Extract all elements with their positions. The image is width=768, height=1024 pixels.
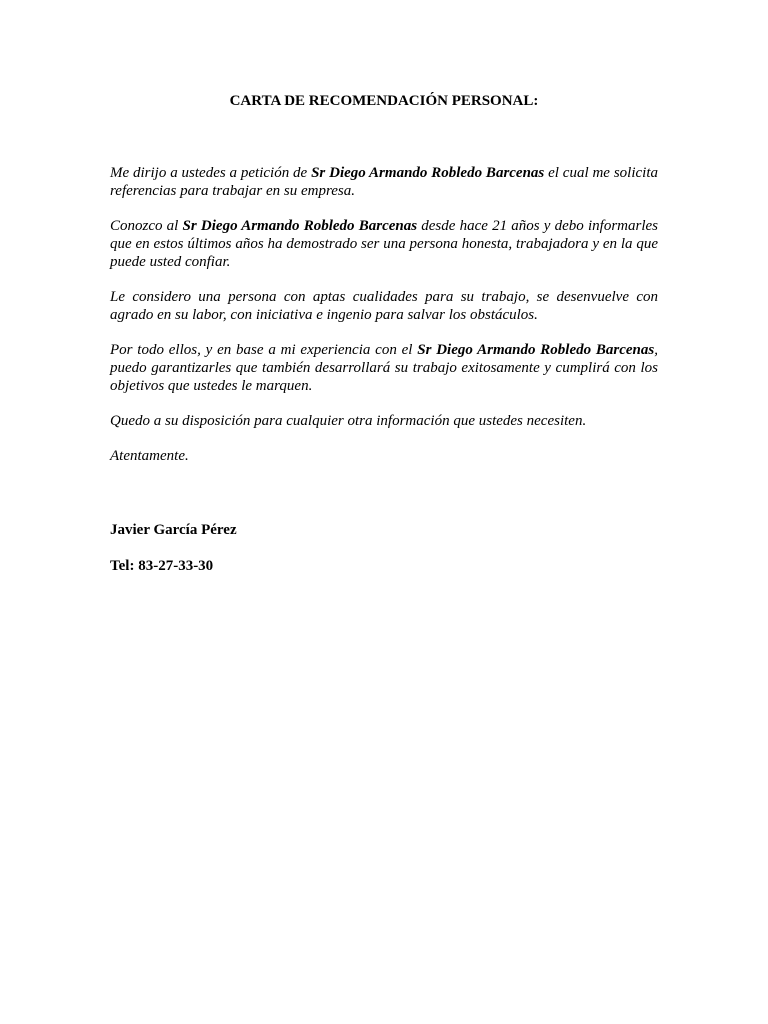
paragraph-acquaintance-after: desde hace 21 años y debo informarles que en estos últimos años ha demostrado ser una persona honesta, trabajadora y en la que puede usted confiar. [110, 218, 658, 270]
closing-salutation: Atentamente. [110, 448, 189, 464]
paragraph-availability: Quedo a su disposición para cualquier otra información que ustedes necesiten. [110, 413, 587, 429]
letter-title: CARTA DE RECOMENDACIÓN PERSONAL: [229, 93, 539, 109]
paragraph-guarantee [110, 341, 658, 395]
paragraph-request-before: Me dirijo a ustedes a petición de [110, 165, 312, 181]
person-name: Sr Diego Armando Robledo Barcenas [417, 342, 655, 358]
paragraph-request [110, 164, 658, 200]
paragraph-guarantee-after: , puedo garantizarles que también desarrollará su trabajo exitosamente y cumplirá con los objetivos que ustedes le marquen. [110, 342, 658, 394]
letter-body [110, 164, 658, 465]
paragraph-acquaintance [110, 217, 658, 271]
signer-name: Javier García Pérez [110, 522, 237, 538]
signer-phone: Tel: 83-27-33-30 [110, 558, 214, 574]
person-name: Sr Diego Armando Robledo Barcenas [311, 165, 545, 181]
paragraph-qualities: Le considero una persona con aptas cualidades para su trabajo, se desenvuelve con agrado en su labor, con iniciativa e ingenio para salvar los obstáculos. [110, 289, 658, 323]
paragraph-request-after: el cual me solicita referencias para trabajar en su empresa. [110, 165, 658, 199]
person-name: Sr Diego Armando Robledo Barcenas [182, 218, 418, 234]
paragraph-guarantee-before: Por todo ellos, y en base a mi experiencia con el [110, 342, 418, 358]
paragraph-acquaintance-before: Conozco al [110, 218, 183, 234]
